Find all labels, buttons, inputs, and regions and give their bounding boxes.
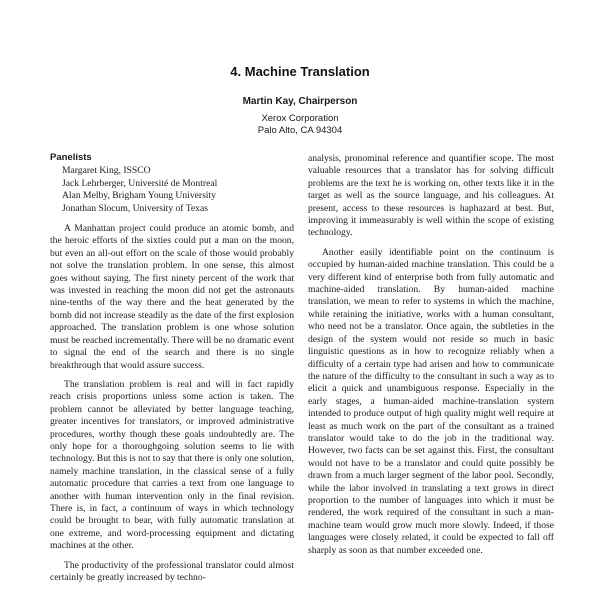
panelists-list	[62, 165, 294, 215]
panelist-item: Alan Melby, Brigham Young University	[62, 190, 216, 202]
section-title: 4. Machine Translation	[230, 64, 370, 79]
panelist-item: Margaret King, ISSCO	[62, 165, 151, 177]
panelist-item: Jonathan Slocum, University of Texas	[62, 202, 208, 214]
panelist-item: Jack Lehrberger, Université de Montreal	[62, 177, 218, 189]
body-paragraph: The productivity of the professional translator could almost certainly be greatly increased by techno-	[50, 559, 294, 583]
body-paragraph: The translation problem is real and will in fact rapidly reach crisis proportions unless some action is taken. The problem cannot be alleviated by better language teaching, greater incentives for translators, or improved administrative procedures, worthy though these goals undoubtedly are. The only hope for a thoroughgoing solution seems to lie with technology. But this is not to say that there is only one solution, namely machine translation, in the classical sense of a fully automatic procedure that carries a text from one language to another with human intervention only in the final revision. There is, in fact, a continuum of ways in which technology could be brought to bear, with fully automatic translation at one extreme, and word-processing equipment and dictating machines at the other.	[50, 378, 294, 552]
chairperson-name: Martin Kay, Chairperson	[242, 96, 358, 107]
left-column	[50, 152, 294, 591]
body-paragraph: Another easily identifiable point on the continuum is occupied by human-aided machine translation. This could be a very different kind of enterprise both from fully automatic and machine-aided translation. By human-aided machine translation, we mean to refer to systems in which the machine, while retaining the initiative, works with a human consultant, who need not be a translator. Once again, the subtleties in the design of the system would not reside so much in basic linguistic questions as in how to recognize reliably when a difficulty of a certain type had arisen and how to communicate the nature of the difficulty to the consultant in such a way as to elicit a quick and unambiguous response. Especially in the early stages, a human-aided machine-translation system intended to produce output of high quality might well require at least as much work on the part of the consultant as a trained translator would take to do the job in the traditional way. However, two facts can be set against this. First, the consultant would not have to be a translator and could quite possibly be drawn from a much larger segment of the labor pool. Secondly, while the labor involved in translating a text grows in direct proportion to the number of languages into which it must be rendered, the work required of the consultant in such a man-machine team would grow much more slowly. Indeed, if those languages were closely related, it could be expected to fall off sharply as soon as that number exceeded one.	[308, 246, 554, 556]
body-paragraph: A Manhattan project could produce an atomic bomb, and the heroic efforts of the sixties could put a man on the moon, but even an all-out effort on the scale of those would probably not solve the translation problem. In one sense, this almost goes without saying. The first ninety percent of the work that was invested in reaching the moon did not get the astronauts nine-tenths of the way there and the heat generated by the bomb did not increase steadily as the date of the first explosion approached. The translation problem is one whose solution must be reached incrementally. There will be no dramatic event to signal the end of the search and there is no single breakthrough that would assure success.	[50, 223, 294, 371]
panelists-heading: Panelists	[50, 152, 92, 163]
organization-name: Xerox Corporation	[261, 113, 339, 124]
body-paragraph: analysis, pronominal reference and quantifier scope. The most valuable resources that a translator has for solving difficult problems are the text he is working on, other texts like it in the target as well as the source language, and his colleagues. At present, access to these resources is haphazard at best. But, improving it immeasurably is well within the scope of existing technology.	[308, 153, 554, 239]
organization-address: Palo Alto, CA 94304	[257, 125, 343, 136]
right-column	[308, 153, 554, 564]
